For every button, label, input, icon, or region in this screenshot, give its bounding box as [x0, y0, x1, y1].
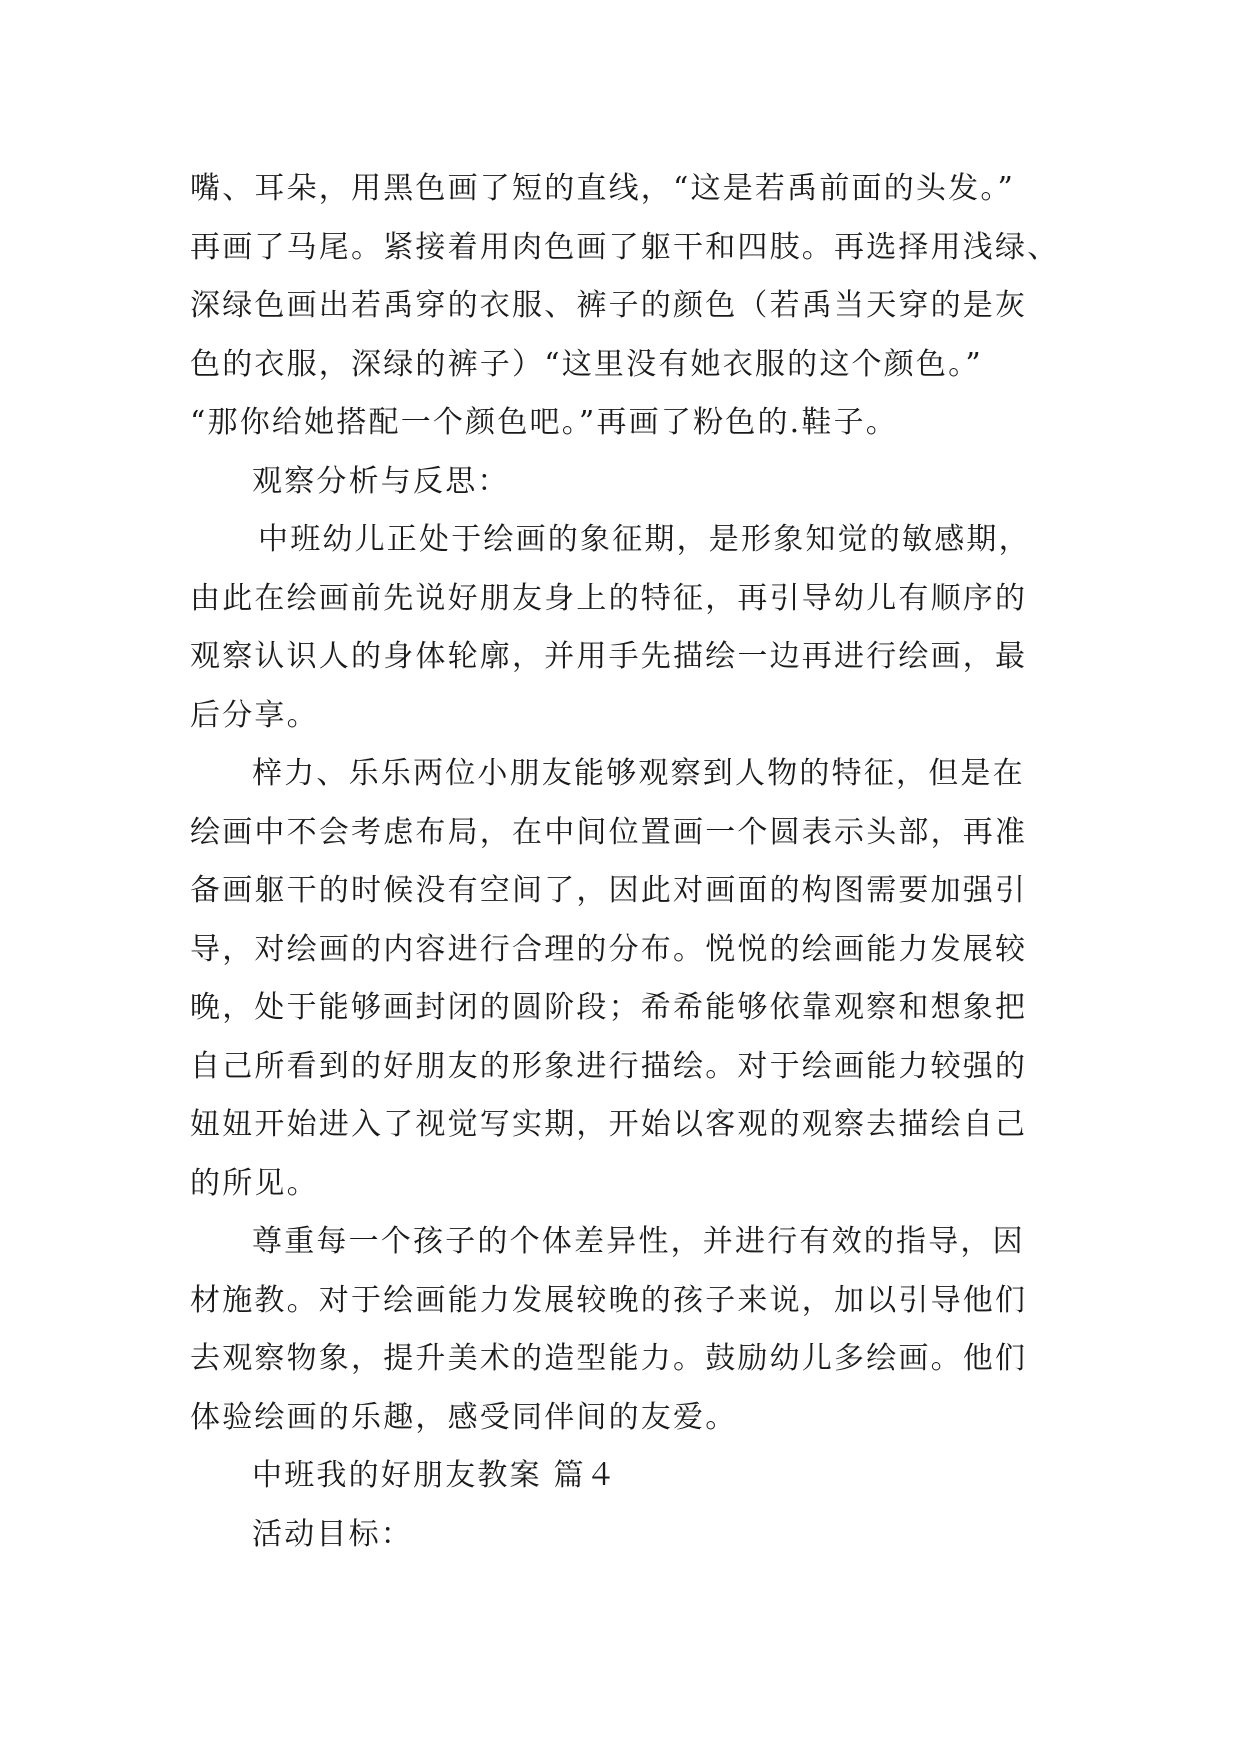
text-line: 色的衣服，深绿的裤子）“这里没有她衣服的这个颜色。” [190, 346, 983, 382]
text-line: 去观察物象，提升美术的造型能力。鼓励幼儿多绘画。他们 [190, 1341, 1028, 1376]
text-line: 的所见。 [190, 1165, 319, 1201]
text-line: “那你给她搭配一个颜色吧。”再画了粉色的.鞋子。 [190, 405, 899, 440]
text-line: 妞妞开始进入了视觉写实期，开始以客观的观察去描绘自己 [190, 1107, 1028, 1142]
text-line: 活动目标： [252, 1516, 413, 1552]
text-line: 尊重每一个孩子的个体差异性，并进行有效的指导，因 [252, 1224, 1025, 1259]
text-line: 晚，处于能够画封闭的圆阶段；希希能够依靠观察和想象把 [190, 990, 1028, 1025]
text-line: 自己所看到的好朋友的形象进行描绘。对于绘画能力较强的 [190, 1048, 1028, 1084]
paragraph-analysis-1 [190, 511, 1050, 745]
text-line: 观察分析与反思： [252, 463, 510, 499]
text-line: 材施教。对于绘画能力发展较晚的孩子来说，加以引导他们 [190, 1282, 1028, 1318]
text-line: 后分享。 [190, 697, 319, 733]
text-line: 梓力、乐乐两位小朋友能够观察到人物的特征，但是在 [252, 756, 1025, 791]
text-line: 导，对绘画的内容进行合理的分布。悦悦的绘画能力发展较 [190, 931, 1028, 967]
text-line: 备画躯干的时候没有空间了，因此对画面的构图需要加强引 [190, 873, 1028, 908]
paragraph-analysis-3 [190, 1213, 1050, 1447]
text-line: 深绿色画出若禹穿的衣服、裤子的颜色（若禹当天穿的是灰 [190, 288, 1028, 323]
text-line: 再画了马尾。紧接着用肉色画了躯干和四肢。再选择用浅绿、 [190, 229, 1060, 265]
paragraph-analysis-2 [190, 745, 1050, 1213]
text-line: 嘴、耳朵，用黑色画了短的直线，“这是若禹前面的头发。” [190, 171, 1016, 206]
text-line: 中班我的好朋友教案 篇４ [252, 1458, 618, 1493]
text-line: 体验绘画的乐趣，感受同伴间的友爱。 [190, 1399, 738, 1435]
paragraph-drawing-description [190, 160, 1060, 453]
section-heading-analysis [190, 453, 1050, 512]
text-line: 中班幼儿正处于绘画的象征期，是形象知觉的敏感期， [258, 522, 1031, 557]
section-heading-objectives [190, 1506, 1050, 1565]
section-title-lesson-4 [190, 1447, 1050, 1506]
document-page [190, 160, 1060, 1564]
text-line: 观察认识人的身体轮廓，并用手先描绘一边再进行绘画，最 [190, 639, 1028, 674]
text-line: 由此在绘画前先说好朋友身上的特征，再引导幼儿有顺序的 [190, 580, 1028, 616]
text-line: 绘画中不会考虑布局，在中间位置画一个圆表示头部，再准 [190, 814, 1028, 850]
